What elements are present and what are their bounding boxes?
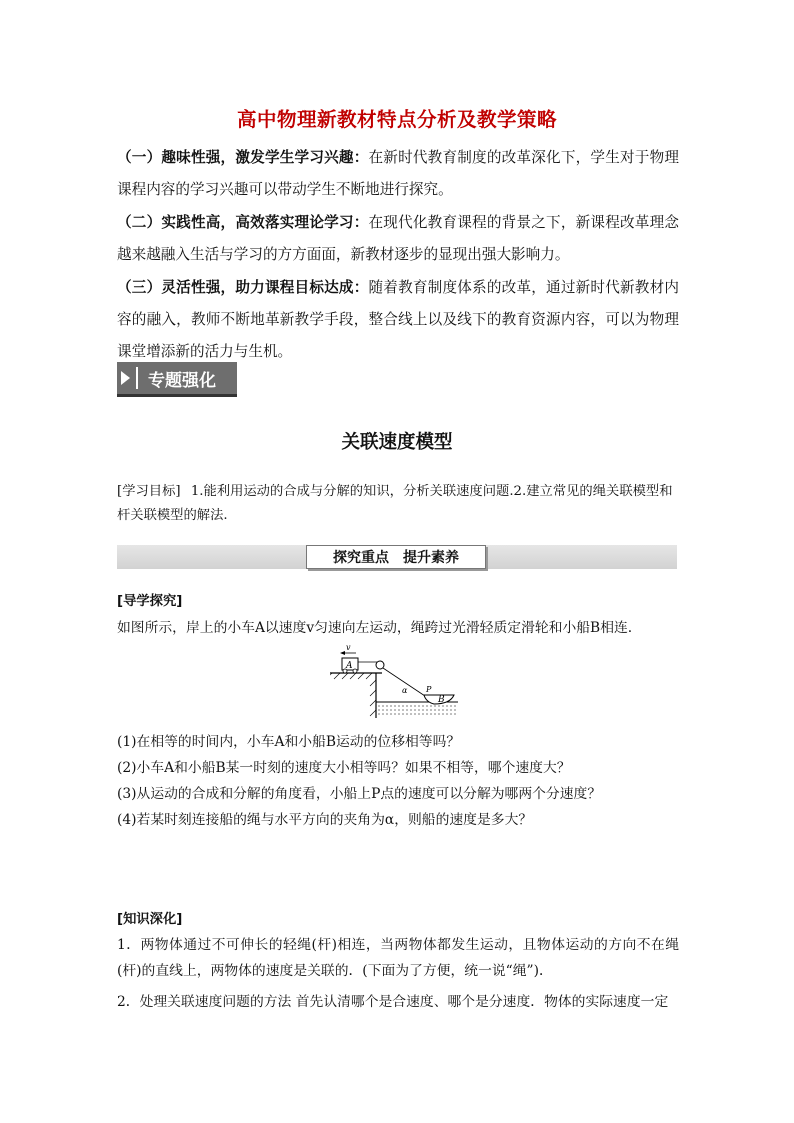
feature-paragraph-1 xyxy=(117,142,679,206)
label-point-p: P xyxy=(426,685,432,694)
feature-text-3: 随着教育制度体系的改革，通过新时代新教材内容的融入，教师不断地革新教学手段，整合线上以及线下的教育资源内容，可以为物理课堂增添新的活力与生机。 xyxy=(117,279,679,360)
learning-objective xyxy=(117,480,679,528)
feature-lead-3: （三）灵活性强，助力课程目标达成： xyxy=(117,279,369,296)
page-title: 高中物理新教材特点分析及教学策略 xyxy=(236,108,557,131)
section-header-left: 探究重点 xyxy=(333,550,389,566)
objective-tag: [学习目标] xyxy=(117,484,181,499)
question-4: (4)若某时刻连接船的绳与水平方向的夹角为α，则船的速度是多大？ xyxy=(117,812,533,828)
topic-banner xyxy=(117,362,237,397)
question-1: (1)在相等的时间内，小车A和小船B运动的位移相等吗？ xyxy=(117,734,461,750)
label-boat-b: B xyxy=(438,695,445,705)
label-velocity: v xyxy=(346,643,351,652)
guide-heading: [导学探究] xyxy=(117,594,183,609)
play-arrow-icon xyxy=(121,371,130,385)
feature-text-1: 在新时代教育制度的改革深化下，学生对于物理课程内容的学习兴趣可以带动学生不断地进行探究。 xyxy=(117,149,679,198)
feature-paragraph-2 xyxy=(117,207,679,271)
knowledge-heading: [知识深化] xyxy=(117,912,183,927)
guide-intro: 如图所示，岸上的小车A以速度v匀速向左运动，绳跨过光滑轻质定滑轮和小船B相连. xyxy=(117,620,633,636)
feature-lead-2: （二）实践性高，高效落实理论学习： xyxy=(117,214,369,231)
section-header xyxy=(306,545,486,569)
banner-label: 专题强化 xyxy=(148,370,216,391)
feature-text-2: 在现代化教育课程的背景之下，新课程改革理念越来越融入生活与学习的方方面面，新教材逐步的显现出强大影响力。 xyxy=(117,214,679,263)
label-alpha: α xyxy=(402,686,408,695)
section-title: 关联速度模型 xyxy=(341,432,453,453)
knowledge-item-2: 2．处理关联速度问题的方法 首先认清哪个是合速度、哪个是分速度．物体的实际速度一定 xyxy=(117,994,669,1010)
feature-lead-1: （一）趣味性强，激发学生学习兴趣： xyxy=(117,149,369,166)
objective-text: 1.能利用运动的合成与分解的知识，分析关联速度问题.2.建立常见的绳关联模型和杆关联模型的解法. xyxy=(117,484,673,523)
pulley-boat-diagram xyxy=(330,640,470,720)
question-3: (3)从运动的合成和分解的角度看，小船上P点的速度可以分解为哪两个分速度？ xyxy=(117,786,602,802)
section-header-right: 提升素养 xyxy=(403,550,459,566)
knowledge-item-1: 1．两物体通过不可伸长的轻绳(杆)相连，当两物体都发生运动，且物体运动的方向不在绳(杆)的直线上，两物体的速度是关联的．(下面为了方便，统一说“绳”)． xyxy=(117,937,679,979)
divider-bar xyxy=(136,367,138,389)
feature-paragraph-3 xyxy=(117,272,679,368)
question-2: (2)小车A和小船B某一时刻的速度大小相等吗？如果不相等，哪个速度大？ xyxy=(117,760,571,776)
label-car-a: A xyxy=(346,661,353,671)
